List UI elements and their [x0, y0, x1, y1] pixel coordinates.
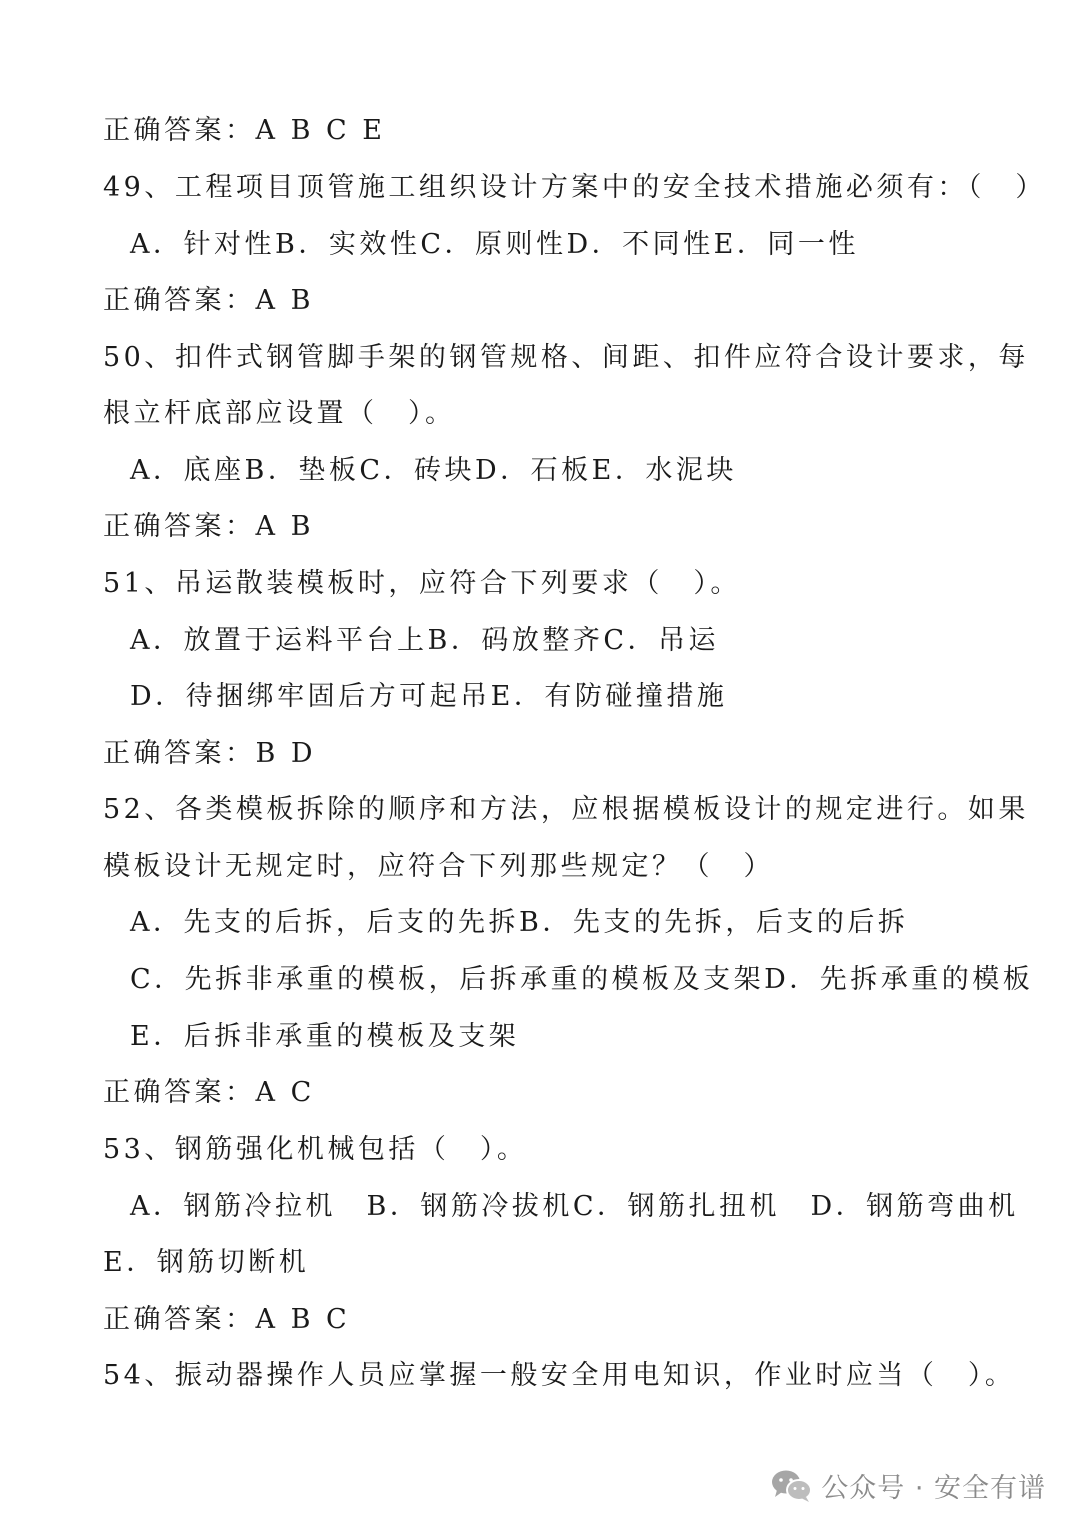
answer-line: 正确答案：B D: [103, 738, 317, 769]
question-52: 52、各类模板拆除的顺序和方法，应根据模板设计的规定进行。如果: [103, 794, 1029, 825]
options-51: A．放置于运料平台上B．码放整齐C．吊运: [130, 625, 719, 656]
question-51: 51、吊运散装模板时，应符合下列要求（ ）。: [103, 568, 741, 599]
options-49: A．针对性B．实效性C．原则性D．不同性E．同一性: [130, 229, 859, 260]
options-52-cont2: E．后拆非承重的模板及支架: [130, 1021, 520, 1052]
question-53: 53、钢筋强化机械包括（ ）。: [103, 1134, 528, 1165]
options-51-cont: D．待捆绑牢固后方可起吊E．有防碰撞措施: [130, 681, 728, 712]
question-50-cont: 根立杆底部应设置（ ）。: [103, 398, 456, 429]
wechat-icon: [771, 1469, 813, 1503]
answer-line: 正确答案：A B C E: [103, 115, 386, 146]
question-52-cont: 模板设计无规定时，应符合下列那些规定？（ ）: [103, 851, 774, 882]
options-52: A．先支的后拆，后支的先拆B．先支的先拆，后支的后拆: [130, 907, 909, 938]
answer-line: 正确答案：A B C: [103, 1304, 351, 1335]
options-50: A．底座B．垫板C．砖块D．石板E．水泥块: [130, 455, 737, 486]
answer-line: 正确答案：A B: [103, 285, 314, 316]
answer-line: 正确答案：A B: [103, 511, 314, 542]
answer-line: 正确答案：A C: [103, 1077, 315, 1108]
question-49: 49、工程项目顶管施工组织设计方案中的安全技术措施必须有：（ ）: [103, 172, 1046, 203]
options-53: A．钢筋冷拉机 B．钢筋冷拔机C．钢筋扎扭机 D．钢筋弯曲机: [130, 1191, 1019, 1222]
question-50: 50、扣件式钢管脚手架的钢管规格、间距、扣件应符合设计要求，每: [103, 342, 1029, 373]
question-54: 54、振动器操作人员应掌握一般安全用电知识，作业时应当（ ）。: [103, 1360, 1016, 1391]
watermark-text: 公众号 · 安全有谱: [821, 1473, 1046, 1504]
options-53-cont: E．钢筋切断机: [103, 1247, 310, 1278]
watermark: [771, 1466, 1046, 1505]
options-52-cont: C．先拆非承重的模板，后拆承重的模板及支架D．先拆承重的模板: [130, 964, 1034, 995]
